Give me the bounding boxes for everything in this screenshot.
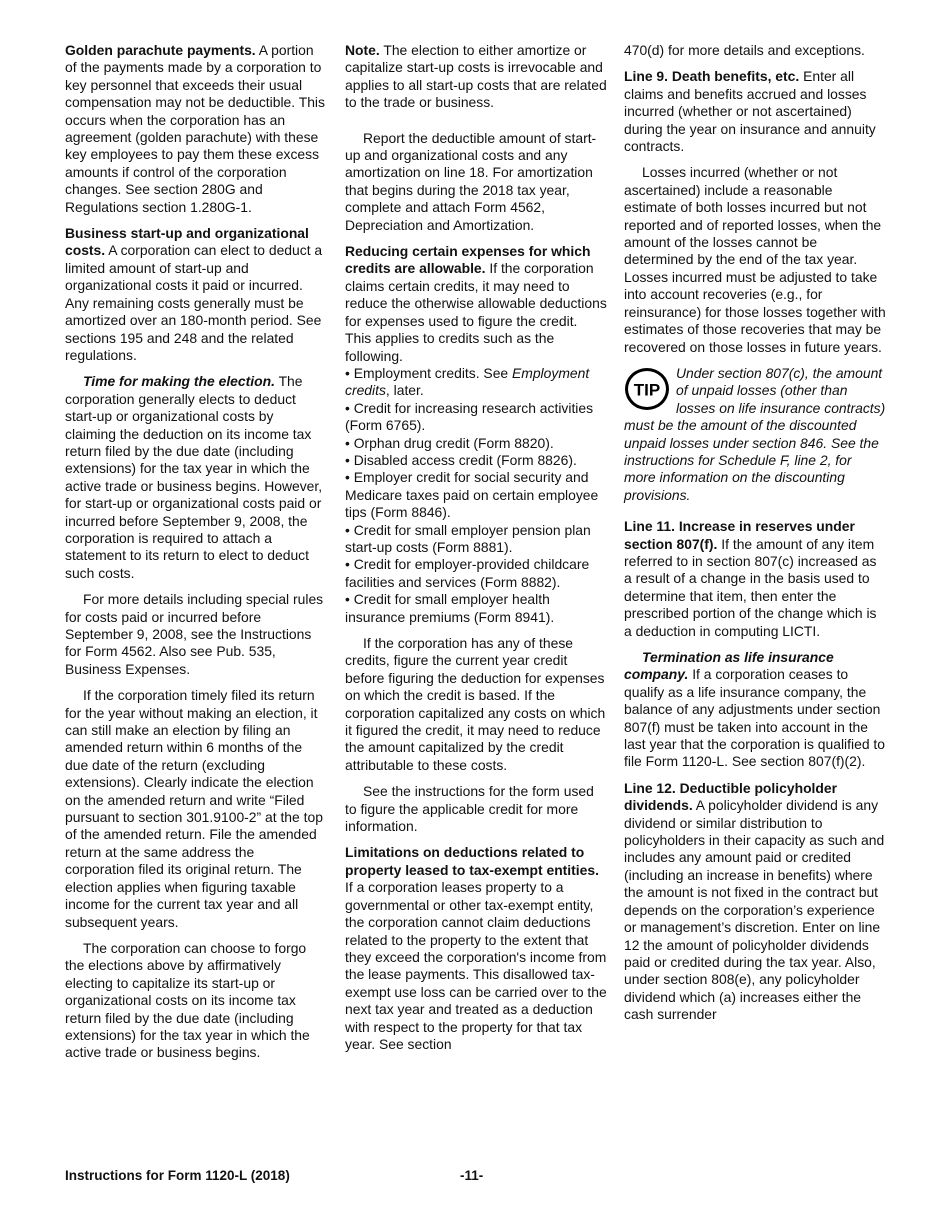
- list-item: • Orphan drug credit (Form 8820).: [345, 435, 607, 452]
- list-item: • Disabled access credit (Form 8826).: [345, 452, 607, 469]
- reducing-expenses-paragraph: Reducing certain expenses for which credits are allowable. If the corporation claims certain credits, it may need to reduce the otherwise allowable deductions for expenses used to figure the credit. This applies to credits such as the following.: [345, 243, 607, 364]
- section-470-paragraph: 470(d) for more details and exceptions.: [624, 42, 865, 58]
- golden-parachute-paragraph: Golden parachute payments. A portion of the payments made by a corporation to key personnel that exceeds their usual compensation may not be deductible. This occurs when the corporation has an agreement (golden parachute) with these key employees to pay them these excess amounts if control of the corporation changes. See section 280G and Regulations section 1.280G-1.: [65, 42, 325, 215]
- amended-return-paragraph: If the corporation timely filed its return for the year without making an election, it can still make an election by filing an amended return within 6 months of the due date of the return (excluding extensions). Clearly indicate the election on the amended return and write “Filed pursuant to section 301.9100-2” at the top of the amended return. File the amended return at the same address the corporation filed its original return. The election applies when figuring taxable income for the current tax year and all subsequent years.: [65, 687, 323, 930]
- report-amount-paragraph: Report the deductible amount of start-up and organizational costs and any amortization on line 18. For amortization that begins during the 2018 tax year, complete and attach Form 4562, Depreciation and Amortization.: [345, 129, 597, 233]
- note-paragraph: Note. The election to either amortize or capitalize start-up costs is irrevocable and applies to all start-up costs that are related to the trade or business.: [345, 42, 607, 111]
- column-2: [345, 42, 607, 1062]
- tax-exempt-lease-paragraph: Limitations on deductions related to property leased to tax-exempt entities. If a corporation leases property to a governmental or other tax-exempt entity, the corporation cannot claim deductions related to the property to the extent that they exceed the corporation's income from the lease payments. This disallowed tax-exempt use loss can be carried over to the next tax year and treated as a deduction with respect to the property for that tax year. See section: [345, 844, 607, 1052]
- footer-form-title: Instructions for Form 1120-L (2018): [65, 1168, 290, 1183]
- list-item: • Employer credit for social security and Medicare taxes paid on certain employee tips (Form 8846).: [345, 469, 607, 521]
- death-benefits-heading: Line 9. Death benefits, etc.: [624, 68, 800, 85]
- list-item: • Credit for employer-provided childcare facilities and services (Form 8882).: [345, 556, 607, 591]
- startup-costs-paragraph: Business start-up and organizational costs. A corporation can elect to deduct a limited amount of start-up and organizational costs it paid or incurred. Any remaining costs generally must be amortized over an 180-month period. See sections 195 and 248 and the related regulations.: [65, 225, 323, 363]
- list-item: • Credit for small employer pension plan start-up costs (Form 8881).: [345, 522, 607, 557]
- tax-exempt-lease-heading: Limitations on deductions related to property leased to tax-exempt entities.: [345, 844, 599, 878]
- more-details-paragraph: For more details including special rules for costs paid or incurred before September 9, 2008, see the Instructions for Form 4562. Also see Pub. 535, Business Expenses.: [65, 591, 324, 677]
- losses-incurred-paragraph: Losses incurred (whether or not ascertained) include a reasonable estimate of both losses incurred but not reported and of reported losses, when the amount of the losses cannot be determined by the end of the tax year. Losses incurred must be adjusted to take into account recoveries (e.g., for reinsurance) for those losses together with estimates of those recoveries that may be recovered on those losses in future years.: [624, 164, 886, 355]
- column-3: [624, 42, 886, 1033]
- reserves-increase-heading: Line 11. Increase in reserves under section 807(f).: [624, 518, 855, 552]
- column-1: [65, 42, 327, 1071]
- policyholder-dividends-heading: Line 12. Deductible policyholder dividends.: [624, 779, 838, 814]
- tip-icon: [624, 367, 670, 411]
- reducing-expenses-heading: Reducing certain expenses for which credits are allowable.: [345, 243, 591, 277]
- see-instructions-paragraph: See the instructions for the form used to figure the applicable credit for more information.: [345, 783, 594, 835]
- list-item: • Credit for small employer health insurance premiums (Form 8941).: [345, 591, 607, 626]
- list-item: • Employment credits. See Employment credits, later.: [345, 365, 607, 400]
- tip-box: [624, 365, 886, 504]
- page-number: -11-: [460, 1168, 484, 1183]
- credits-figure-paragraph: If the corporation has any of these credits, figure the current year credit before figuring the deduction for expenses on which the credit is based. If the corporation capitalized any costs on which it figured the credit, it may need to reduce the amount capitalized by the credit attributable to these costs.: [345, 635, 606, 773]
- death-benefits-paragraph: Line 9. Death benefits, etc. Enter all claims and benefits accrued and losses incurred (whether or not ascertained) during the year on insurance and annuity contracts.: [624, 68, 876, 155]
- list-item: • Credit for increasing research activities (Form 6765).: [345, 400, 607, 435]
- election-timing-heading: Time for making the election.: [83, 373, 275, 390]
- reserves-increase-paragraph: Line 11. Increase in reserves under section 807(f). If the amount of any item referred to in section 807(c) increased as a result of a change in the basis used to determine that item, then enter the prescribed portion of the change which is a deduction in computing LICTI.: [624, 518, 877, 639]
- policyholder-dividends-paragraph: Line 12. Deductible policyholder dividends. A policyholder dividend is any dividend or similar distribution to policyholders in their capacity as such and includes any amount paid or credited (including an increase in benefits) where the amount is not fixed in the contract but depends on the corporation’s experience or management’s discretion. Enter on line 12 the amount of policyholder dividends paid or credited during the tax year. Also, under section 808(e), any policyholder dividend which (a) increases either the cash surrender: [624, 779, 885, 1023]
- forgo-election-paragraph: The corporation can choose to forgo the elections above by affirmatively electing to capitalize its start-up or organizational costs on its income tax return filed by the due date (including extensions) for the tax year in which the active trade or business begins.: [65, 939, 310, 1061]
- golden-parachute-heading: Golden parachute payments.: [65, 42, 256, 58]
- tip-label: TIP: [633, 380, 661, 400]
- termination-heading: Termination as life insurance company.: [624, 649, 834, 683]
- note-heading: Note.: [345, 42, 380, 58]
- election-timing-paragraph: Time for making the election. The corporation generally elects to deduct start-up or organizational costs by claiming the deduction on its income tax return filed by the due date (including extensions) for the tax year in which the active trade or business begins. However, for start-up or organizational costs paid or incurred before September 9, 2008, the corporation is required to attach a statement to its return to elect to deduct such costs.: [65, 373, 323, 581]
- startup-costs-heading: Business start-up and organizational costs.: [65, 225, 309, 259]
- termination-paragraph: Termination as life insurance company. If a corporation ceases to qualify as a life insurance company, the balance of any adjustments under section 807(f) must be taken into account in the last year that the corporation is qualified to file Form 1120-L. See section 807(f)(2).: [624, 649, 885, 770]
- tip-text: Under section 807(c), the amount of unpaid losses (other than losses on life insurance contracts) must be the amount of the discounted unpaid losses under section 846. See the instructions for Schedule F, line 2, for more information on the discounting provisions.: [624, 364, 886, 503]
